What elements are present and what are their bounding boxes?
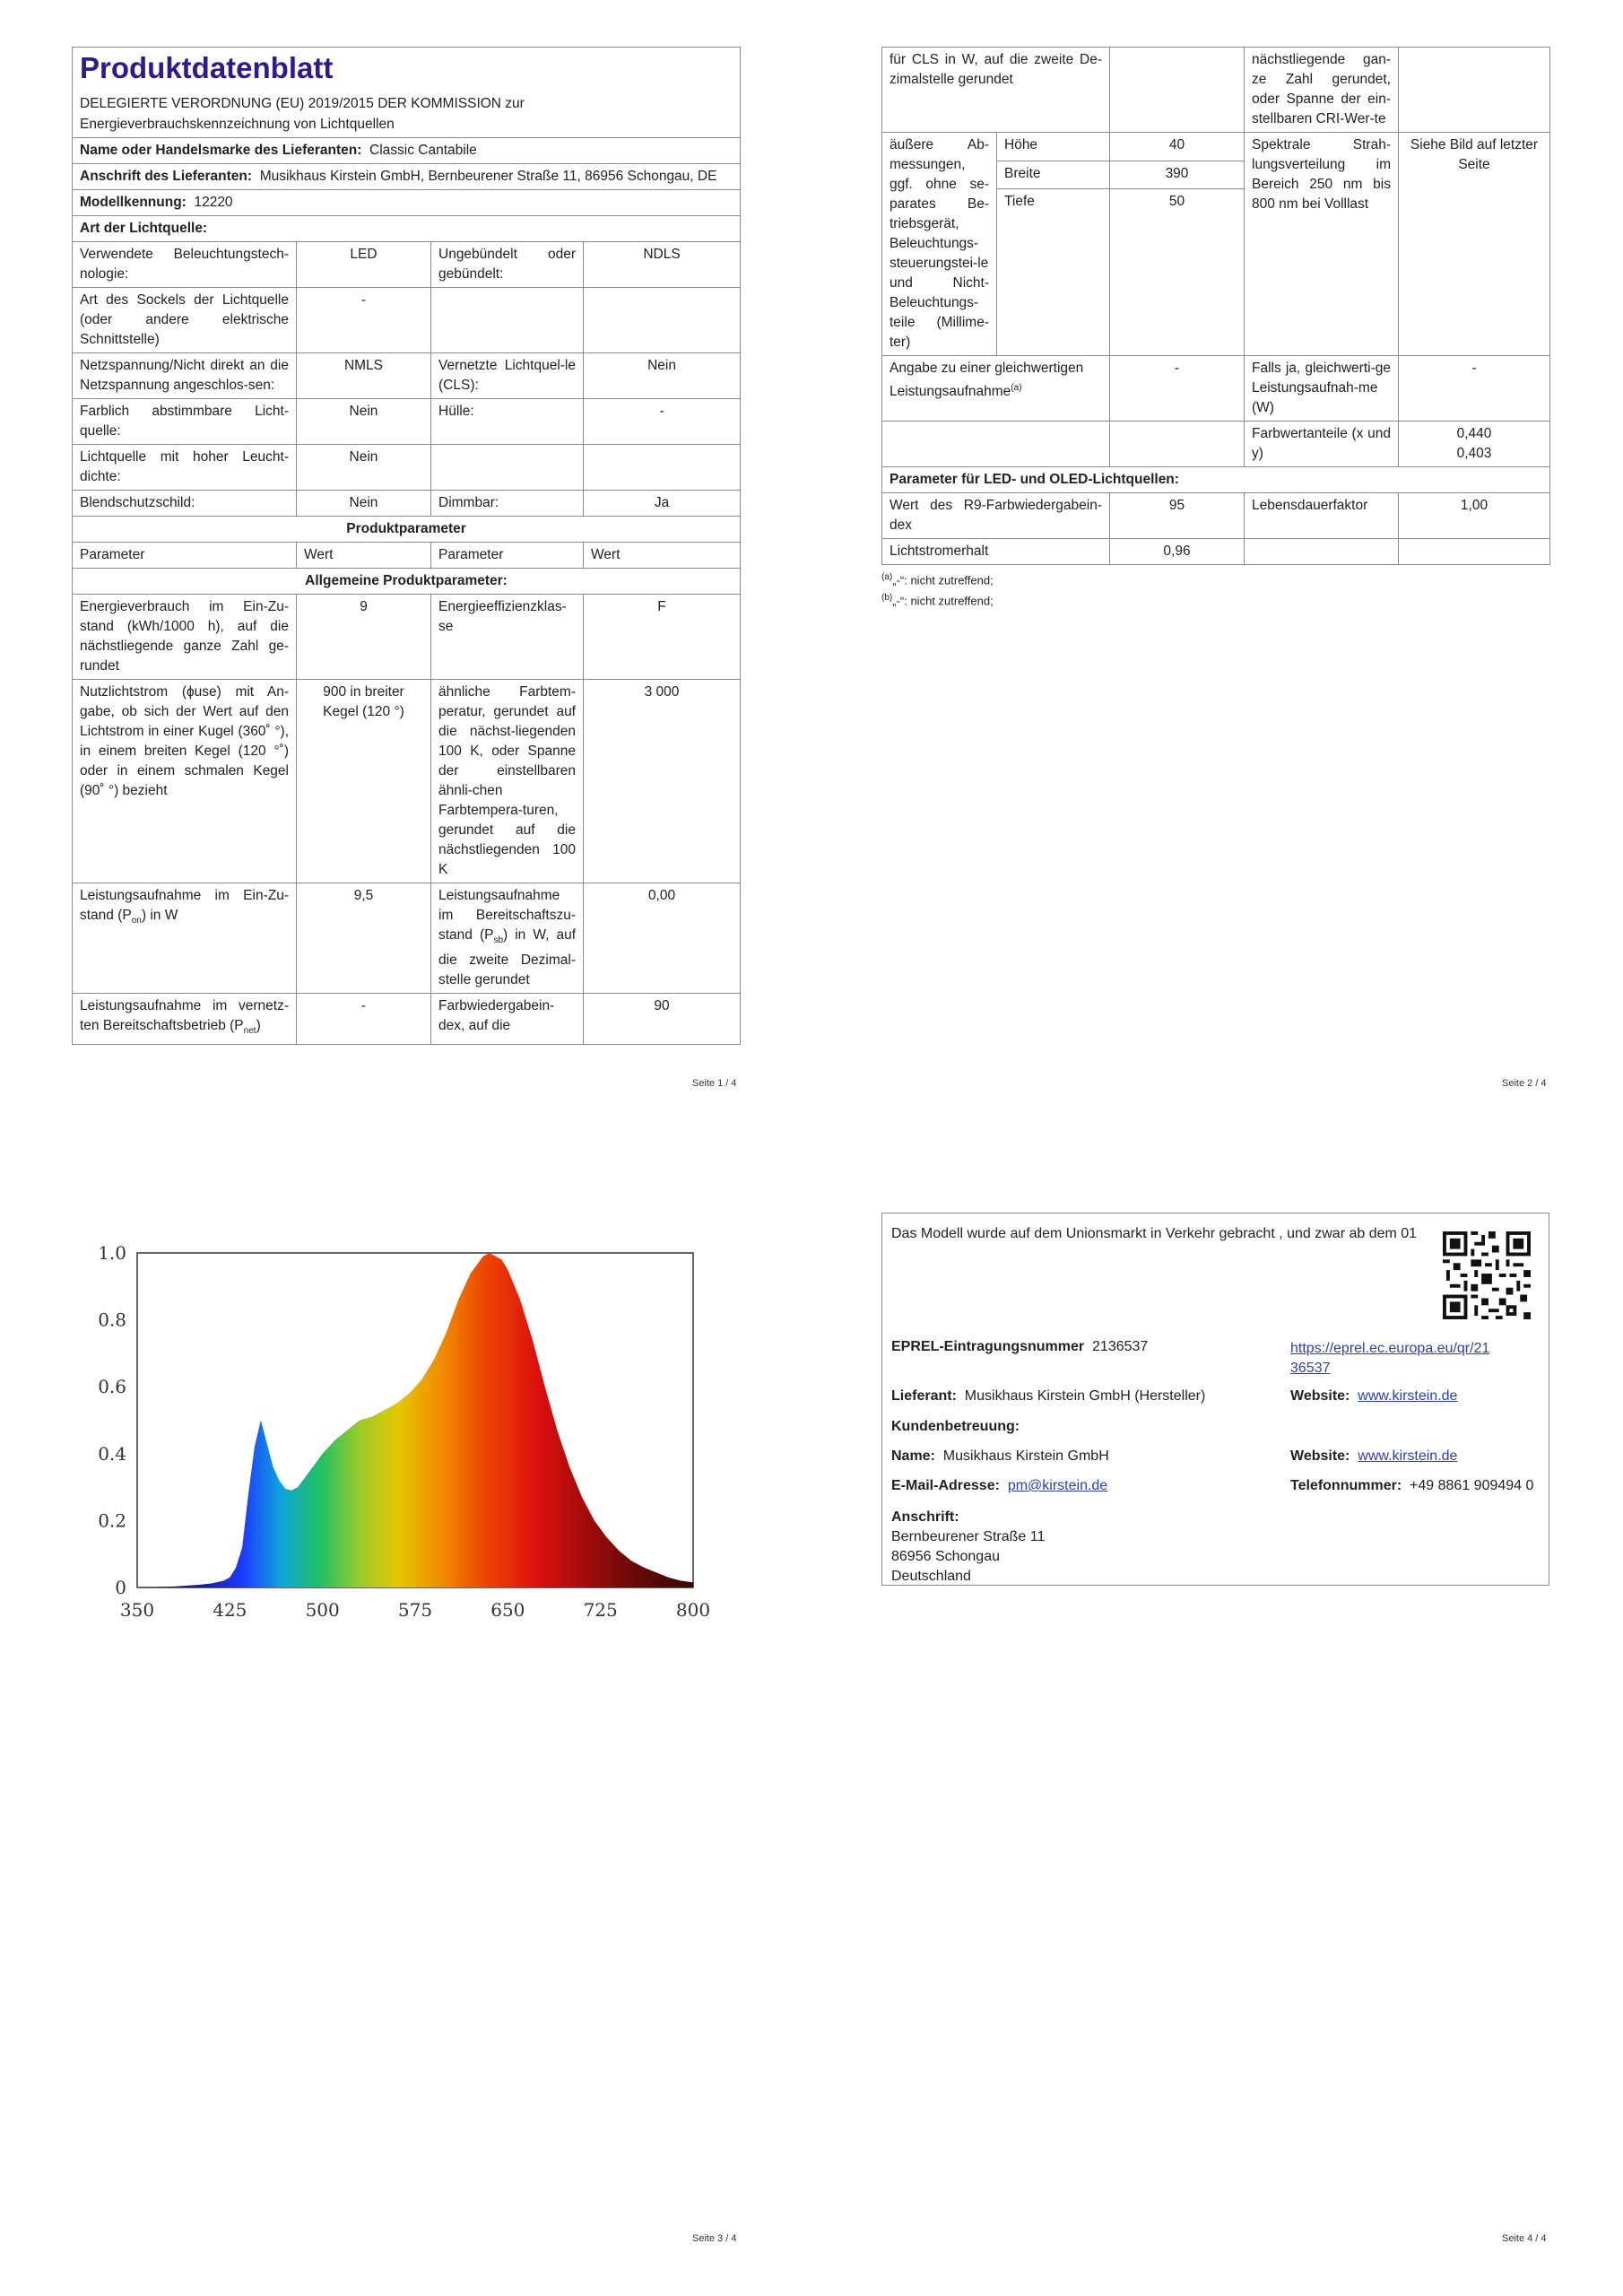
- col-value-2: Wert: [584, 543, 741, 569]
- x-tick-label: 350: [119, 1599, 155, 1619]
- cls-standby-continued: für CLS in W, auf die zweite De-zimalstelle gerundet: [882, 48, 1110, 133]
- page-2-footer: Seite 2 / 4: [1502, 1078, 1547, 1089]
- high-luminance-value: Nein: [297, 445, 431, 491]
- general-params-heading: Allgemeine Produktparameter:: [305, 573, 508, 588]
- y-tick-label: 0.6: [98, 1376, 126, 1398]
- page-4: [881, 1213, 1549, 1586]
- chromaticity-x: 0,440: [1456, 426, 1492, 441]
- footnote-b: $^{(b)}$„-“: nicht zutreffend;: [881, 593, 994, 608]
- address-line-3: Deutschland: [891, 1569, 971, 1584]
- page-1: [72, 47, 740, 1045]
- page-1-footer: Seite 1 / 4: [692, 1078, 737, 1089]
- socket-value: -: [297, 288, 431, 353]
- energy-consumption-value: 9: [297, 595, 431, 680]
- socket-label: Art des Sockels der Lichtquelle (oder andere elektrische Schnittstelle): [73, 288, 297, 353]
- x-tick-label: 650: [490, 1599, 525, 1619]
- col-value: Wert: [297, 543, 431, 569]
- x-tick-label: 425: [213, 1599, 247, 1619]
- equivalent-power-value: -: [1110, 356, 1245, 422]
- y-tick-label: 1.0: [98, 1242, 126, 1264]
- phone-row: [1290, 1478, 1533, 1494]
- website2-label: Website:: [1290, 1448, 1350, 1464]
- spectral-value: Siehe Bild auf letzter Seite: [1399, 133, 1550, 356]
- website-link[interactable]: www.kirstein.de: [1358, 1388, 1458, 1404]
- width-label: Breite: [997, 161, 1110, 189]
- high-luminance-label: Lichtquelle mit hoher Leucht-dichte:: [73, 445, 297, 491]
- product-sheet-table: [72, 47, 741, 1045]
- regulation-text: DELEGIERTE VERORDNUNG (EU) 2019/2015 DER KOMMISSION zur Energieverbrauchskennzeichnung von Lichtquellen: [80, 96, 525, 132]
- cct-value: 3 000: [584, 680, 741, 883]
- supplier-address-label: Anschrift des Lieferanten:: [80, 169, 253, 184]
- spectral-distribution-chart: [81, 1224, 726, 1619]
- website2-row: [1290, 1448, 1457, 1465]
- website-label: Website:: [1290, 1388, 1350, 1404]
- cri-label-continued: nächstliegende gan-ze Zahl gerundet, oder Spanne der ein-stellbaren CRI-Wer-te: [1245, 48, 1399, 133]
- eprel-number: 2136537: [1092, 1339, 1149, 1354]
- equivalent-power-w-value: -: [1399, 356, 1550, 422]
- eprel-url[interactable]: https://eprel.ec.europa.eu/qr/21 36537: [1290, 1341, 1490, 1376]
- light-type-heading: Art der Lichtquelle:: [80, 221, 208, 236]
- chromaticity-label: Farbwertanteile (x und y): [1245, 422, 1399, 467]
- email-row: [891, 1478, 1107, 1494]
- chromaticity-y: 0,403: [1456, 446, 1492, 461]
- glare-label: Blendschutzschild:: [73, 491, 297, 517]
- mains-label: Netzspannung/Nicht direkt an die Netzspannung angeschlos-sen:: [73, 353, 297, 399]
- cls-value: Nein: [584, 353, 741, 399]
- contact-name-label: Name:: [891, 1448, 935, 1464]
- eprel-row: [891, 1339, 1148, 1355]
- dimmable-value: Ja: [584, 491, 741, 517]
- address-label: Anschrift:: [891, 1509, 959, 1525]
- power-on-value: 9,5: [297, 883, 431, 994]
- col-parameter-2: Parameter: [431, 543, 584, 569]
- height-label: Höhe: [997, 133, 1110, 161]
- energy-class-value: F: [584, 595, 741, 680]
- tech-label: Verwendete Beleuchtungstech-nologie:: [73, 242, 297, 288]
- website2-link[interactable]: www.kirstein.de: [1358, 1448, 1458, 1464]
- page-3: [81, 1224, 726, 1619]
- supplier-address: Musikhaus Kirstein GmbH, Bernbeurener Straße 11, 86956 Schongau, DE: [259, 169, 717, 184]
- spectral-label: Spektrale Strah-lungsverteilung im Bereich 250 nm bis 800 nm bei Volllast: [1245, 133, 1399, 356]
- eprel-link[interactable]: [1290, 1339, 1489, 1378]
- power-net-value: -: [297, 994, 431, 1045]
- glare-value: Nein: [297, 491, 431, 517]
- x-tick-label: 500: [305, 1599, 340, 1619]
- email-link[interactable]: pm@kirstein.de: [1007, 1478, 1108, 1493]
- product-sheet-table-continued: [881, 47, 1550, 565]
- cri-label: Farbwiedergabein-dex, auf die: [431, 994, 584, 1045]
- cct-label: ähnliche Farbtem-peratur, gerundet auf die nächst-liegenden 100 K, oder Spanne der einstellbaren ähnli-chen Farbtempera-turen, gerundet auf die nächstliegenden 100 K: [431, 680, 584, 883]
- energy-class-label: Energieeffizienzklas-se: [431, 595, 584, 680]
- footnote-a: $^{(a)}$„-“: nicht zutreffend;: [881, 572, 994, 587]
- phone-label: Telefonnummer:: [1290, 1478, 1402, 1493]
- survival-factor-label: Lebensdauerfaktor: [1245, 493, 1399, 539]
- tunable-value: Nein: [297, 399, 431, 445]
- power-on-label: Leistungsaufnahme im Ein-Zu-stand $(P_{on})$ in W: [73, 883, 297, 994]
- contact-name-row: [891, 1448, 1109, 1465]
- power-standby-label: Leistungsaufnahme im Bereitschaftszu-stand $(P_{sb})$ in W, auf die zweite Dezimal-stelle gerundet: [431, 883, 584, 994]
- tech-value: LED: [297, 242, 431, 288]
- ndls-label: Ungebündelt oder gebündelt:: [431, 242, 584, 288]
- eprel-label: EPREL-Eintragungsnummer: [891, 1339, 1085, 1354]
- supplier-name-label: Name oder Handelsmarke des Lieferanten:: [80, 143, 362, 158]
- chromaticity-values: [1399, 422, 1550, 467]
- tunable-label: Farblich abstimmbare Licht-quelle:: [73, 399, 297, 445]
- address-line-2: 86956 Schongau: [891, 1549, 1000, 1564]
- y-tick-label: 0.2: [98, 1509, 126, 1532]
- address-line-1: Bernbeurener Straße 11: [891, 1529, 1046, 1544]
- power-standby-value: 0,00: [584, 883, 741, 994]
- x-tick-label: 575: [397, 1599, 433, 1619]
- page-2: [881, 47, 1549, 611]
- market-date-text: Das Modell wurde auf dem Unionsmarkt in Verkehr gebracht , und zwar ab dem 01: [891, 1226, 1418, 1241]
- col-parameter: Parameter: [73, 543, 297, 569]
- supplier-label: Lieferant:: [891, 1388, 957, 1404]
- x-tick-label: 800: [675, 1599, 711, 1619]
- model-label: Modellkennung:: [80, 195, 187, 210]
- luminous-flux-label: Nutzlichtstrom (ϕuse) mit An-gabe, ob sich der Wert auf den Lichtstrom in einer Kugel (360˚ °), in einem breiten Kegel (120 °˚) oder in einem schmalen Kegel (90˚ °) bezieht: [73, 680, 297, 883]
- address-block: [891, 1508, 1045, 1587]
- r9-label: Wert des R9-Farbwiedergabein-dex: [882, 493, 1110, 539]
- customer-service-heading: Kundenbetreuung:: [891, 1419, 1020, 1434]
- equivalent-power-label: Angabe zu einer gleichwertigen Leistungsaufnahme$^{(a)}$: [882, 356, 1110, 422]
- equivalent-power-w-label: Falls ja, gleichwerti-ge Leistungsaufnah-me (W): [1245, 356, 1399, 422]
- email-label: E-Mail-Adresse:: [891, 1478, 1000, 1493]
- product-params-heading: Produktparameter: [346, 521, 466, 536]
- dimensions-label: äußere Ab-messungen, ggf. ohne se-parates Be-triebsgerät, Beleuchtungs-steuerungstei-le und Nicht-Beleuchtungs-teile (Millime-ter): [882, 133, 997, 356]
- spectrum-area: [137, 1253, 693, 1587]
- x-tick-label: 725: [583, 1599, 618, 1619]
- mains-value: NMLS: [297, 353, 431, 399]
- supplier-name: Classic Cantabile: [369, 143, 477, 158]
- led-params-heading: Parameter für LED- und OLED-Lichtquellen:: [890, 472, 1179, 487]
- envelope-value: -: [584, 399, 741, 445]
- phone-value: +49 8861 909494 0: [1410, 1478, 1534, 1493]
- dimmable-label: Dimmbar:: [431, 491, 584, 517]
- luminous-flux-value: 900 in breiter Kegel (120 °): [297, 680, 431, 883]
- height-value: 40: [1110, 133, 1245, 161]
- y-tick-label: 0.8: [98, 1309, 126, 1331]
- survival-factor-value: 1,00: [1399, 493, 1550, 539]
- page-3-footer: Seite 3 / 4: [692, 2233, 737, 2244]
- supplier-row: [891, 1388, 1205, 1405]
- model-id: 12220: [194, 195, 233, 210]
- contact-name-value: Musikhaus Kirstein GmbH: [942, 1448, 1109, 1464]
- depth-value: 50: [1110, 189, 1245, 356]
- cri-value: 90: [584, 994, 741, 1045]
- page-4-footer: Seite 4 / 4: [1502, 2233, 1547, 2244]
- y-tick-label: 0.4: [98, 1442, 126, 1465]
- energy-consumption-label: Energieverbrauch im Ein-Zu-stand (kWh/1000 h), auf die nächstliegende ganze Zahl ge-rundet: [73, 595, 297, 680]
- lumen-maintenance-value: 0,96: [1110, 539, 1245, 565]
- depth-label: Tiefe: [997, 189, 1110, 356]
- cls-label: Vernetzte Lichtquel-le (CLS):: [431, 353, 584, 399]
- r9-value: 95: [1110, 493, 1245, 539]
- width-value: 390: [1110, 161, 1245, 189]
- y-tick-label: 0: [115, 1577, 126, 1598]
- supplier-value: Musikhaus Kirstein GmbH (Hersteller): [964, 1388, 1206, 1404]
- page-title: Produktdatenblatt: [80, 51, 334, 84]
- power-net-label: Leistungsaufnahme im vernetz-ten Bereitschaftsbetrieb $(P_{net})$: [73, 994, 297, 1045]
- website-row: [1290, 1388, 1457, 1405]
- qr-code-icon[interactable]: [1443, 1231, 1531, 1319]
- lumen-maintenance-label: Lichtstromerhalt: [882, 539, 1110, 565]
- ndls-value: NDLS: [584, 242, 741, 288]
- envelope-label: Hülle:: [431, 399, 584, 445]
